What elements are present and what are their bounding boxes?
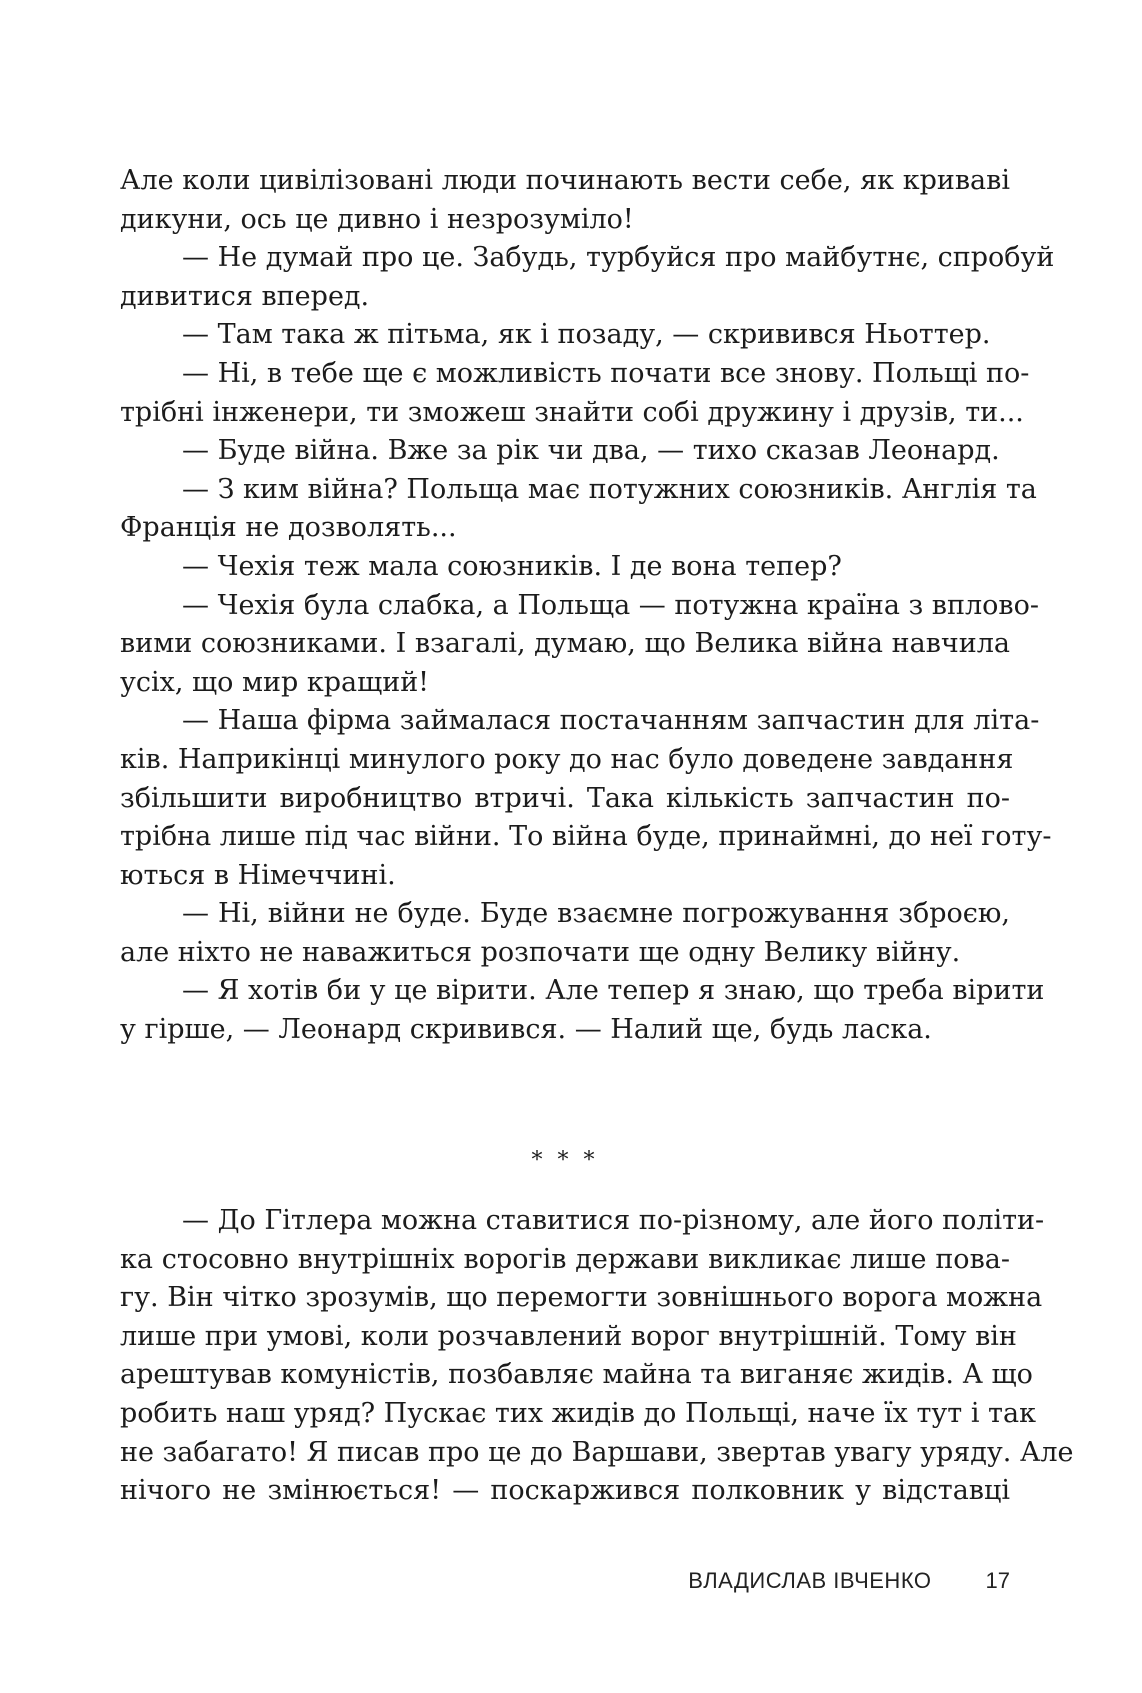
text-line: — Ні, війни не буде. Буде взаємне погрожування зброєю, [182,898,1010,930]
page-footer [120,1568,1010,1594]
running-footer-author: ВЛАДИСЛАВ ІВЧЕНКО [688,1568,932,1593]
text-line: Франція не дозволять... [120,512,457,544]
text-line: у гірше, — Леонард скривився. — Налий ще, будь ласка. [120,1014,932,1046]
text-line: гу. Він чітко зрозумів, що перемогти зовнішнього ворога можна [120,1282,1043,1314]
section-separator: * * * [531,1148,599,1173]
text-line: лише при умові, коли розчавлений ворог внутрішній. Тому він [120,1320,1017,1352]
text-line: — З ким війна? Польща має потужних союзників. Англія та [182,473,1037,505]
text-line: ються в Німеччині. [120,859,396,891]
text-line: але ніхто не наважиться розпочати ще одну Велику війну. [120,936,961,968]
text-line: — Буде війна. Вже за рік чи два, — тихо сказав Леонард. [182,435,1000,467]
page-body [120,162,1074,1507]
text-line: — Не думай про це. Забудь, турбуйся про майбутнє, спробуй [182,242,1055,274]
text-line: арештував комуністів, позбавляє майна та виганяє жидів. А що [120,1359,1033,1391]
text-line: трібні інженери, ти зможеш знайти собі дружину і друзів, ти... [120,396,1024,428]
text-line: ка стосовно внутрішніх ворогів держави викликає лише пова- [120,1243,1010,1275]
page-number: 17 [985,1568,1010,1593]
text-line: робить наш уряд? Пускає тих жидів до Польщі, наче їх тут і так [120,1397,1036,1429]
text-line: нічого не змінюється! — поскаржився полковник у відставці [120,1475,1010,1507]
text-line: дивитися вперед. [120,280,370,312]
text-line: — До Гітлера можна ставитися по-різному, але його політи- [182,1205,1045,1236]
text-line: — Чехія теж мала союзників. І де вона тепер? [182,550,842,582]
text-line: — Чехія була слабка, а Польща — потужна країна з вплово- [182,589,1039,621]
text-line: Але коли цивілізовані люди починають вести себе, як криваві [120,165,1010,196]
text-line: усіх, що мир кращий! [120,666,430,698]
text-line: — Наша фірма займалася постачанням запчастин для літа- [182,705,1040,737]
text-line: вими союзниками. І взагалі, думаю, що Велика війна навчила [120,628,1010,660]
text-section-2 [120,1202,1074,1511]
text-line: ків. Наприкінці минулого року до нас було доведене завдання [120,743,1014,775]
text-line: не забагато! Я писав про це до Варшави, звертав увагу уряду. Але [120,1436,1074,1468]
text-line: трібна лише під час війни. То війна буде, принаймні, до неї готу- [120,821,1052,853]
text-line: — Там така ж пітьма, як і позаду, — скривився Ньоттер. [182,319,991,351]
text-section-1 [120,162,1055,1050]
text-line: дикуни, ось це дивно і незрозуміло! [120,203,634,235]
text-line: — Я хотів би у це вірити. Але тепер я знаю, що треба вірити [182,975,1045,1007]
text-line: збільшити виробництво втричі. Така кількість запчастин по- [120,782,1010,814]
text-line: — Ні, в тебе ще є можливість почати все знову. Польщі по- [182,357,1030,389]
